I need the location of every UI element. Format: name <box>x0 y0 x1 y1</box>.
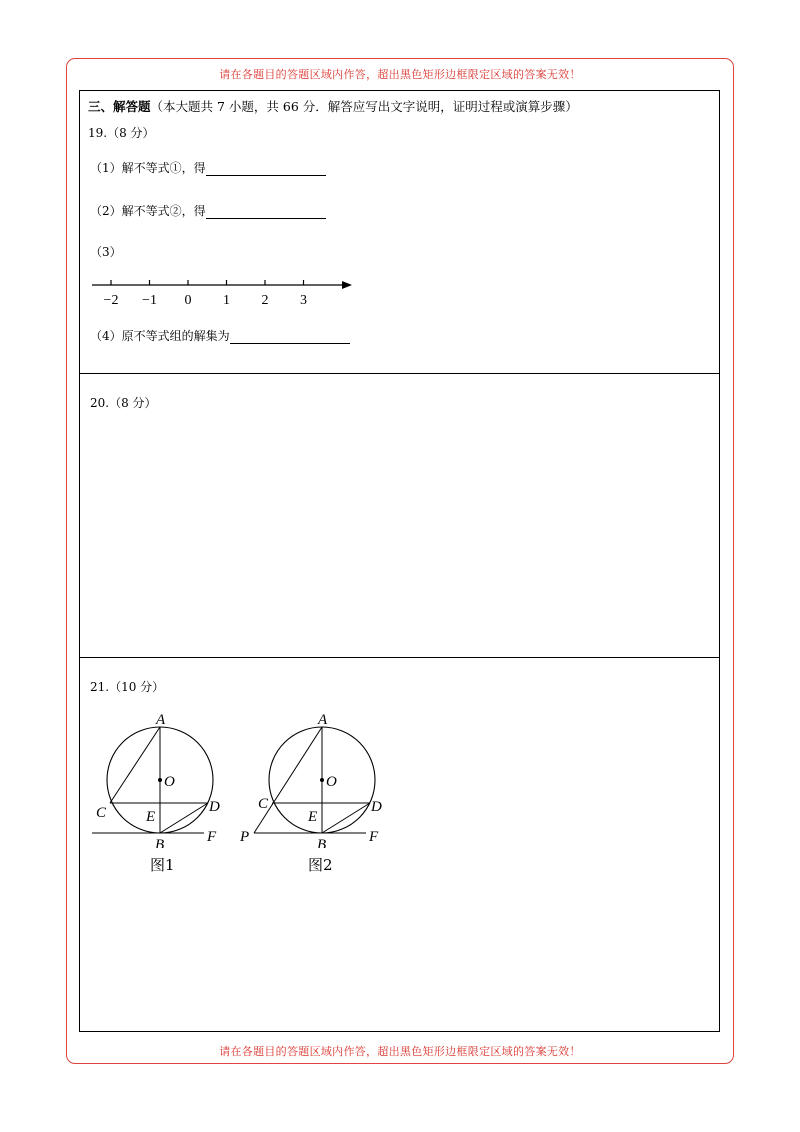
figure-1-circle-diagram <box>84 708 234 848</box>
q19-part1 <box>90 159 326 176</box>
fig2-label-E: E <box>308 809 318 825</box>
number-line-arrow <box>342 281 352 289</box>
fig1-center-dot <box>158 778 162 782</box>
section-header <box>88 97 578 115</box>
fig1-label-D: D <box>209 799 220 815</box>
fig2-center-dot <box>320 778 324 782</box>
fig2-label-F: F <box>369 829 379 845</box>
top-warning: 请在各题目的答题区域内作答，超出黑色矩形边框限定区域的答案无效！ <box>219 68 581 81</box>
q19-part4 <box>90 327 350 344</box>
section-heading: 三、解答题 <box>88 99 151 114</box>
number-line <box>80 271 380 311</box>
number-line-tick-label: 3 <box>300 293 307 308</box>
q21-answer-box[interactable] <box>79 657 720 1032</box>
fig1-label-A: A <box>156 712 166 728</box>
fig1-label-F: F <box>207 829 217 845</box>
q19-part2-blank[interactable] <box>206 206 326 219</box>
number-line-tick-label: 1 <box>223 293 230 308</box>
q19-answer-box[interactable] <box>79 90 720 374</box>
fig1-segment-BD <box>160 803 208 833</box>
fig1-label-C: C <box>96 805 107 821</box>
fig1-label-B: B <box>155 837 165 848</box>
fig1-segment-AC <box>110 727 160 803</box>
fig1-label-O: O <box>164 774 175 790</box>
fig2-segment-BD <box>322 803 370 833</box>
number-line-tick-label: 2 <box>261 293 269 308</box>
q19-part3-label: （3） <box>90 245 122 259</box>
q19-part2 <box>90 202 326 219</box>
number-line-tick-label: −2 <box>103 293 119 308</box>
fig1-label-E: E <box>146 809 156 825</box>
number-line-tick-label: −1 <box>142 293 157 308</box>
q19-part1-label: （1）解不等式①，得 <box>90 161 206 175</box>
q20-answer-box[interactable] <box>79 373 720 658</box>
section-note: （本大题共 7 小题，共 66 分．解答应写出文字说明，证明过程或演算步骤） <box>150 99 578 114</box>
q19-part4-blank[interactable] <box>230 331 350 344</box>
fig2-label-B: B <box>317 837 327 848</box>
fig2-label-P: P <box>240 829 250 845</box>
q19-part1-blank[interactable] <box>206 163 326 176</box>
figure-1-caption: 图1 <box>150 856 175 874</box>
figure-2-circle-diagram <box>236 708 396 848</box>
q19-number: 19.（8 分） <box>88 126 155 140</box>
bottom-warning: 请在各题目的答题区域内作答，超出黑色矩形边框限定区域的答案无效！ <box>219 1045 581 1058</box>
fig2-label-O: O <box>326 774 337 790</box>
number-line-tick-label: 0 <box>184 293 192 308</box>
q21-number: 21.（10 分） <box>90 680 165 694</box>
q19-part2-label: （2）解不等式②，得 <box>90 204 206 218</box>
fig2-label-D: D <box>371 799 382 815</box>
fig2-label-A: A <box>318 712 328 728</box>
q20-number: 20.（8 分） <box>90 396 157 410</box>
fig2-label-C: C <box>258 796 269 812</box>
figure-2-caption: 图2 <box>308 856 333 874</box>
q19-part4-label: （4）原不等式组的解集为 <box>90 329 230 343</box>
